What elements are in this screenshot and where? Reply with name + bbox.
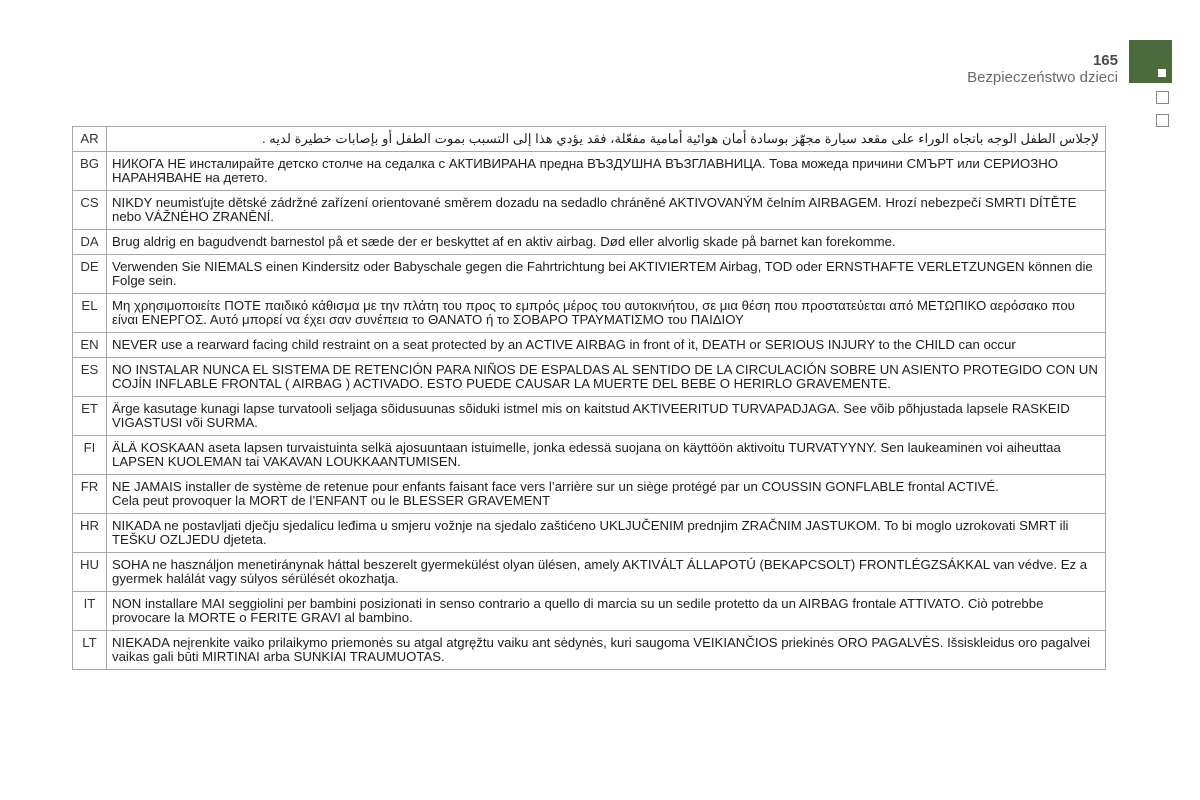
warning-text: NIEKADA neįrenkite vaiko prilaikymo priemonės su atgal atgręžtu vaiku ant sėdynės, kuri saugoma VEIKIANČIOS priekinės ORO PAGALVĖS. Išsiskleidus oro pagalvei vaikas gali būti MIRTINAI arba SUNKIAI TRAUMUOTAS.: [107, 631, 1106, 670]
warning-text: Brug aldrig en bagudvendt barnestol på et sæde der er beskyttet af en aktiv airbag. Død eller alvorlig skade på barnet kan forekomme.: [107, 230, 1106, 255]
table-row: [73, 127, 1106, 152]
warning-text: NE JAMAIS installer de système de retenue pour enfants faisant face vers l’arrière sur un siège protégé par un COUSSIN GONFLABLE frontal ACTIVÉ. Cela peut provoquer la MORT de l’ENFANT ou le BLESSER GRAVEMENT: [107, 475, 1106, 514]
language-code: DE: [73, 255, 107, 294]
language-code: BG: [73, 152, 107, 191]
table-row: [73, 294, 1106, 333]
language-code: LT: [73, 631, 107, 670]
table-row: [73, 191, 1106, 230]
language-code: FR: [73, 475, 107, 514]
chapter-tab-indicator-icon: [1158, 69, 1166, 77]
warning-text: NIKADA ne postavljati dječju sjedalicu leđima u smjeru vožnje na sjedalo zaštićeno UKLJUČENIM prednjim ZRAČNIM JASTUKOM. To bi moglo uzrokovati SMRT ili TEŠKU OZLJEDU djeteta.: [107, 514, 1106, 553]
table-row: [73, 631, 1106, 670]
table-row: [73, 436, 1106, 475]
table-row: [73, 358, 1106, 397]
warning-text: ÄLÄ KOSKAAN aseta lapsen turvaistuinta selkä ajosuuntaan istuimelle, jonka edessä suojana on käyttöön aktivoitu TURVATYYNY. Sen laukeaminen voi aiheuttaa LAPSEN KUOLEMAN tai VAKAVAN LOUKKAANTUMISEN.: [107, 436, 1106, 475]
language-code: FI: [73, 436, 107, 475]
language-code: CS: [73, 191, 107, 230]
page-number: 165: [1092, 52, 1118, 69]
warning-text: Μη χρησιμοποιείτε ΠΟΤΕ παιδικό κάθισμα με την πλάτη του προς το εμπρός μέρος του αυτοκινήτου, σε μια θέση που προστατεύεται από ΜΕΤΩΠΙΚΟ αερόσακο που είναι ΕΝΕΡΓΟΣ. Αυτό μπορεί να έχει σαν συνέπεια το ΘΑΝΑΤΟ ή το ΣΟΒΑΡΟ ΤΡΑΥΜΑΤΙΣΜΟ του ΠΑΙΔΙΟΥ: [107, 294, 1106, 333]
section-title: Bezpieczeństwo dzieci: [967, 69, 1118, 86]
language-code: DA: [73, 230, 107, 255]
table-row: [73, 333, 1106, 358]
language-code: IT: [73, 592, 107, 631]
chapter-tab-square-icon: [1156, 91, 1169, 104]
language-code: HR: [73, 514, 107, 553]
chapter-tab-square-icon: [1156, 114, 1169, 127]
warning-text: NEVER use a rearward facing child restraint on a seat protected by an ACTIVE AIRBAG in front of it, DEATH or SERIOUS INJURY to the CHILD can occur: [107, 333, 1106, 358]
airbag-warning-table: [72, 126, 1106, 670]
warning-text: لإجلاس الطفل الوجه باتجاه الوراء على مقعد سيارة مجهّز بوسادة أمان هوائية أمامية مفعّلة، فقد يؤدي هذا إلى التسبب بموت الطفل أو بإصابات خطيرة لديه .: [107, 127, 1106, 152]
language-code: ES: [73, 358, 107, 397]
warning-text: NIKDY neumisťujte dětské zádržné zařízení orientované směrem dozadu na sedadlo chráněné AKTIVOVANÝM čelním AIRBAGEM. Hrozí nebezpečí SMRTI DÍTĚTE nebo VÁŽNÉHO ZRANĚNÍ.: [107, 191, 1106, 230]
warning-text: NON installare MAI seggiolini per bambini posizionati in senso contrario a quello di marcia su un sedile protetto da un AIRBAG frontale ATTIVATO. Ciò potrebbe provocare la MORTE o FERITE GRAVI al bambino.: [107, 592, 1106, 631]
language-code: EL: [73, 294, 107, 333]
table-row: [73, 152, 1106, 191]
language-code: ET: [73, 397, 107, 436]
table-row: [73, 475, 1106, 514]
table-row: [73, 514, 1106, 553]
warning-text: НИКОГА НЕ инсталирайте детско столче на седалка с АКТИВИРАНА предна ВЪЗДУШНА ВЪЗГЛАВНИЦА. Това можеда причини СМЪРТ или СЕРИОЗНО НАРАНЯВАНЕ на детето.: [107, 152, 1106, 191]
warning-text: Verwenden Sie NIEMALS einen Kindersitz oder Babyschale gegen die Fahrtrichtung bei AKTIVIERTEM Airbag, TOD oder ERNSTHAFTE VERLETZUNGEN können die Folge sein.: [107, 255, 1106, 294]
table-row: [73, 255, 1106, 294]
table-row: [73, 230, 1106, 255]
warning-text: NO INSTALAR NUNCA EL SISTEMA DE RETENCIÓN PARA NIÑOS DE ESPALDAS AL SENTIDO DE LA CIRCULACIÓN SOBRE UN ASIENTO PROTEGIDO CON UN COJÍN INFLABLE FRONTAL ( AIRBAG ) ACTIVADO. ESTO PUEDE CAUSAR LA MUERTE DEL BEBE O HERIRLO GRAVEMENTE.: [107, 358, 1106, 397]
chapter-tab-active: [1129, 40, 1172, 83]
language-code: EN: [73, 333, 107, 358]
table-row: [73, 553, 1106, 592]
warning-text: SOHA ne használjon menetiránynak háttal beszerelt gyermekülést olyan ülésen, amely AKTIVÁLT ÁLLAPOTÚ (BEKAPCSOLT) FRONTLÉGZSÁKKAL van védve. Ez a gyermek halálát vagy súlyos sérülését okozhatja.: [107, 553, 1106, 592]
language-code: HU: [73, 553, 107, 592]
warning-text: Ärge kasutage kunagi lapse turvatooli seljaga sõidusuunas sõiduki istmel mis on kaitstud AKTIVEERITUD TURVAPADJAGA. See võib põhjustada lapsele RASKEID VIGASTUSI või SURMA.: [107, 397, 1106, 436]
table-row: [73, 592, 1106, 631]
table-row: [73, 397, 1106, 436]
language-code: AR: [73, 127, 107, 152]
